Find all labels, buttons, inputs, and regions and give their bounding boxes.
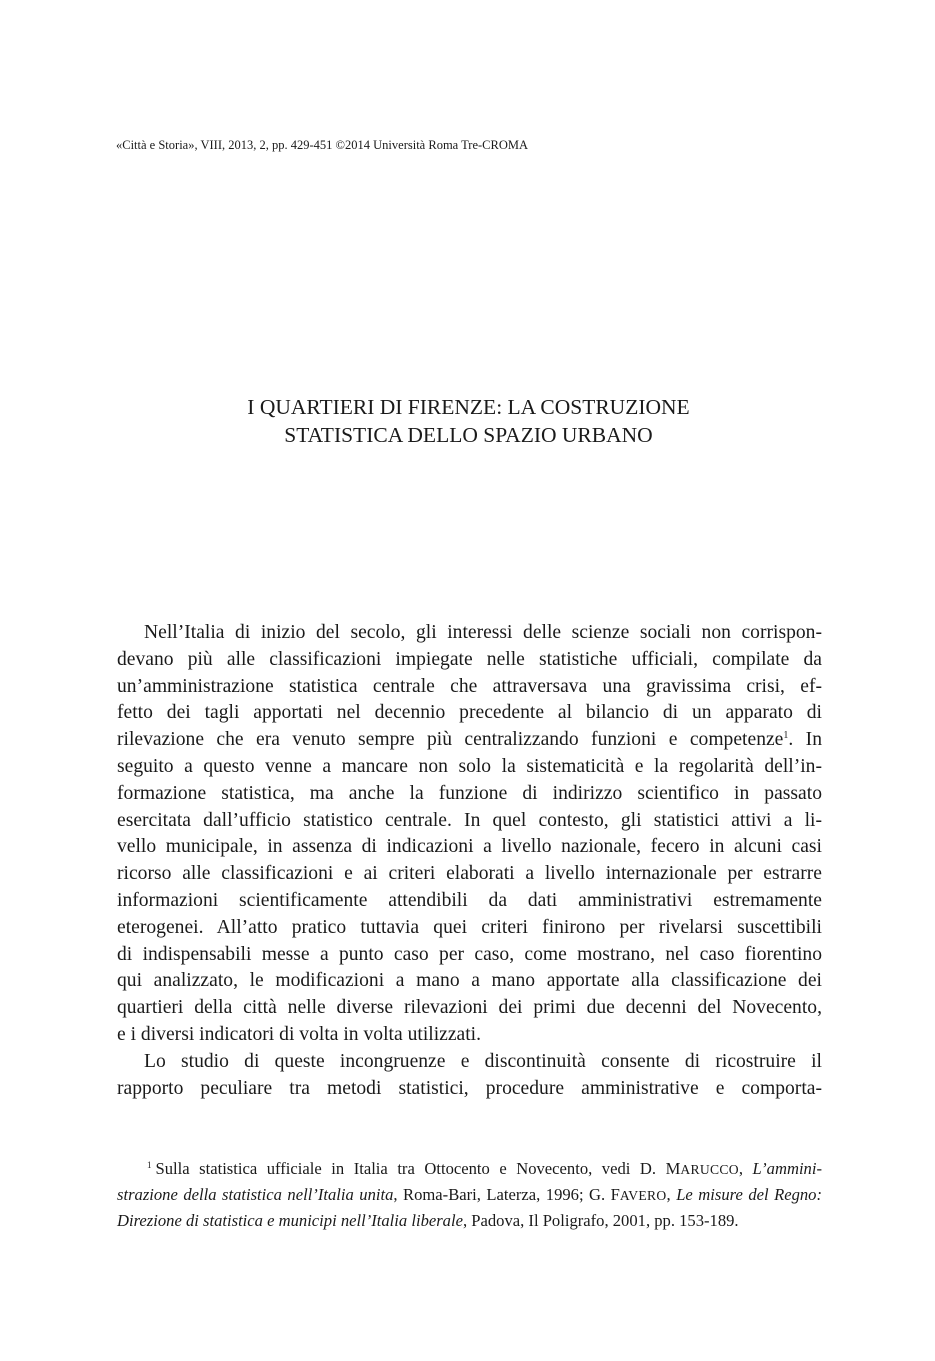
text-line: di indispensabili messe a punto caso per caso, come mostrano, nel caso fiorentino bbox=[117, 943, 822, 965]
footnote-marker: 1 bbox=[783, 730, 789, 742]
text-line: quartieri della città nelle diverse rilevazioni dei primi due decenni del Novecento, bbox=[117, 997, 822, 1019]
text-line: rapporto peculiare tra metodi statistici, procedure amministrative e comporta- bbox=[117, 1077, 822, 1099]
text-line: un’amministrazione statistica centrale che attraversava una gravissima crisi, ef- bbox=[117, 675, 822, 697]
text-line: devano più alle classificazioni impiegate nelle statistiche ufficiali, compilate da bbox=[117, 648, 822, 670]
text-line: e i diversi indicatori di volta in volta utilizzati. bbox=[117, 1023, 482, 1045]
text-line: eterogenei. All’atto pratico tuttavia quei criteri finirono per rivelarsi suscettibili bbox=[117, 916, 822, 938]
body-paragraph-2 bbox=[117, 1049, 822, 1103]
footnote bbox=[117, 1156, 822, 1233]
text-line: fetto dei tagli apportati nel decennio precedente al bilancio di un apparato di bbox=[117, 702, 822, 724]
text-line: qui analizzato, le modificazioni a mano a mano apportate alla classificazione dei bbox=[117, 970, 822, 992]
article-title bbox=[117, 393, 820, 449]
text-line: rilevazione che era venuto sempre più centralizzando funzioni e competenze$^1$. In bbox=[117, 729, 823, 751]
text-line: Lo studio di queste incongruenze e discontinuità consente di ricostruire il bbox=[144, 1051, 822, 1072]
footnote-line: $^1$ Sulla statistica ufficiale in Italia tra Ottocento e Novecento, vedi D. MARUCCO, L’ammini- bbox=[147, 1159, 822, 1178]
footnote-number: 1 bbox=[147, 1160, 152, 1171]
title-line-2: STATISTICA DELLO SPAZIO URBANO bbox=[284, 423, 653, 447]
text-line: esercitata dall’ufficio statistico centrale. In quel contesto, gli statistici attivi a li- bbox=[117, 809, 822, 831]
text-line: informazioni scientificamente attendibili da dati amministrativi estremamente bbox=[117, 889, 822, 911]
text-line: vello municipale, in assenza di indicazioni a livello nazionale, fecero in alcuni casi bbox=[117, 836, 822, 858]
text-line: seguito a questo venne a mancare non solo la sistematicità e la regolarità dell’in- bbox=[117, 755, 822, 777]
body-paragraph-1 bbox=[117, 620, 822, 1049]
text-line: ricorso alle classificazioni e ai criteri elaborati a livello internazionale per estrarre bbox=[117, 863, 822, 885]
text-line: formazione statistica, ma anche la funzione di indirizzo scientifico in passato bbox=[117, 782, 822, 804]
title-line-1: I QUARTIERI DI FIRENZE: LA COSTRUZIONE bbox=[247, 395, 690, 419]
footnote-line: Direzione di statistica e municipi nell’Italia liberale, Padova, Il Poligrafo, 2001, pp. 153-189. bbox=[117, 1211, 739, 1230]
journal-header: «Città e Storia», VIII, 2013, 2, pp. 429-451 ©2014 Università Roma Tre-CROMA bbox=[116, 138, 529, 152]
footnote-line: strazione della statistica nell’Italia unita, Roma-Bari, Laterza, 1996; G. FAVERO, Le misure del Regno: bbox=[117, 1185, 822, 1204]
text-line: Nell’Italia di inizio del secolo, gli interessi delle scienze sociali non corrispon- bbox=[144, 622, 822, 643]
